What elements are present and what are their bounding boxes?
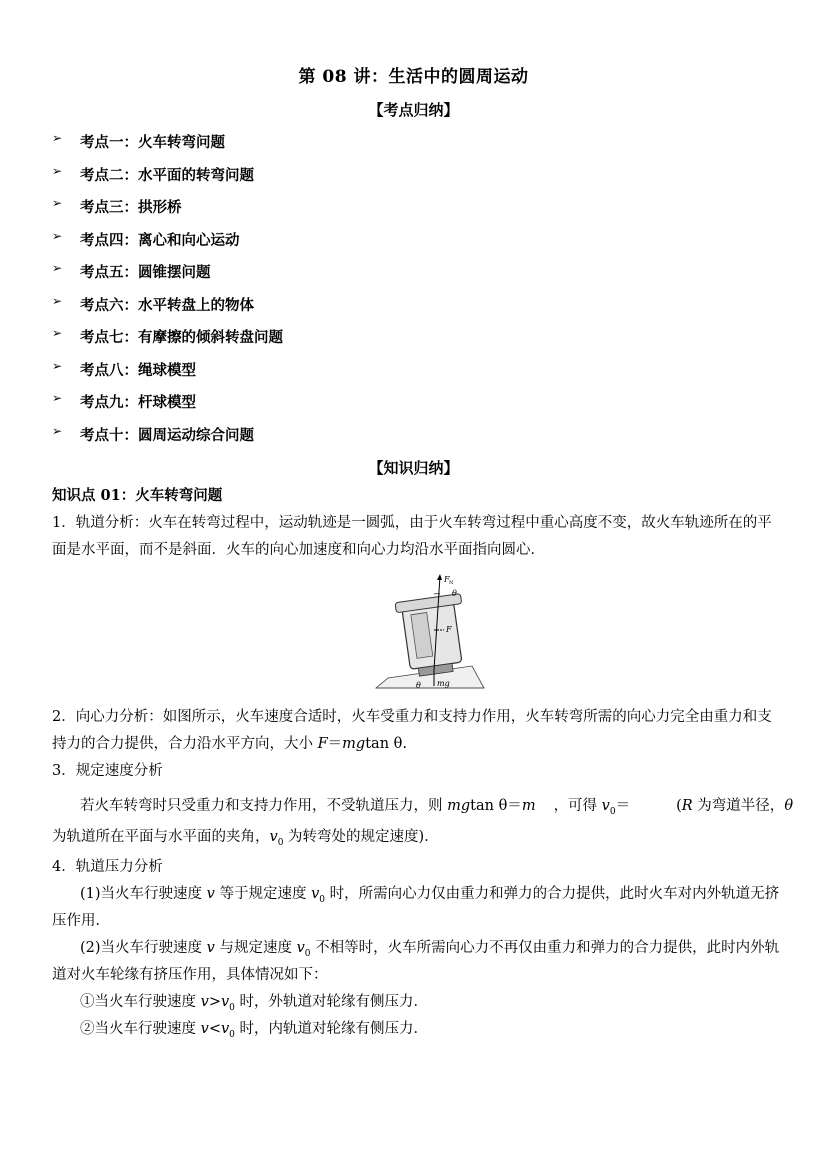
list-item bbox=[52, 131, 283, 164]
zhishi-header: 【知识归纳】 bbox=[368, 459, 459, 477]
list-item-text: 考点一：火车转弯问题 bbox=[80, 134, 225, 151]
list-item bbox=[52, 261, 283, 294]
arrow-bullet-icon: ➢ bbox=[52, 228, 63, 243]
arrow-bullet-icon: ➢ bbox=[52, 326, 63, 340]
fn-label: F bbox=[444, 575, 450, 584]
case-1-line-2: 压作用． bbox=[52, 913, 110, 929]
list-item-text: 考点三：拱形桥 bbox=[80, 199, 182, 216]
list-item-text: 考点六：水平转盘上的物体 bbox=[80, 296, 254, 314]
train-body bbox=[402, 603, 462, 670]
arrow-bullet-icon: ➢ bbox=[52, 358, 63, 373]
mg-label: mg bbox=[437, 679, 450, 688]
arrow-bullet-icon: ➢ bbox=[52, 163, 63, 178]
case-2-line-1: (2)当火车行驶速度 v 与规定速度 $v_0$ 不相等时，火车所需向心力不再仅由重力和弹力的合力提供，此时内外轨 bbox=[80, 940, 780, 959]
list-item bbox=[52, 424, 283, 457]
knowledge-point-title: 知识点 01：火车转弯问题 bbox=[52, 487, 223, 504]
normal-force-arrowhead bbox=[437, 574, 442, 580]
arrow-bullet-icon: ➢ bbox=[52, 391, 63, 405]
sub-case-2: ②当火车行驶速度 $v<v_0$ 时，内轨道对轮缘有侧压力． bbox=[80, 1021, 429, 1040]
paragraph-1-line-1: 1．轨道分析：火车在转弯过程中，运动轨迹是一圆弧，由于火车转弯过程中重心高度不变，故火车轨迹所在的平 bbox=[52, 515, 772, 531]
list-item-text: 考点八：绳球模型 bbox=[80, 361, 196, 379]
arrow-bullet-icon: ➢ bbox=[52, 293, 63, 308]
list-item-text: 考点二：水平面的转弯问题 bbox=[80, 166, 254, 184]
sub-case-1: ①当火车行驶速度 $v>v_0$ 时，外轨道对轮缘有侧压力． bbox=[80, 994, 429, 1013]
arrow-bullet-icon: ➢ bbox=[52, 261, 63, 275]
f-label: F bbox=[446, 625, 452, 634]
list-item bbox=[52, 359, 283, 392]
list-item bbox=[52, 164, 283, 197]
paragraph-3-line-1: 若火车转弯时只受重力和支持力作用，不受轨道压力，则 mgtan θ＝m ，可得 $v_0= (R$ 为弯道半径，θ bbox=[80, 798, 794, 817]
list-item-text: 考点四：离心和向心运动 bbox=[80, 231, 240, 249]
list-item-text: 考点五：圆锥摆问题 bbox=[80, 264, 211, 281]
arrow-bullet-icon: ➢ bbox=[52, 196, 63, 210]
list-item bbox=[52, 391, 283, 424]
list-item-text: 考点九：杆球模型 bbox=[80, 394, 196, 411]
list-item bbox=[52, 294, 283, 327]
list-item-text: 考点七：有摩擦的倾斜转盘问题 bbox=[80, 329, 283, 346]
arrow-bullet-icon: ➢ bbox=[52, 131, 63, 145]
paragraph-4-title: 4．轨道压力分析 bbox=[52, 859, 163, 875]
paragraph-2-line-1: 2．向心力分析：如图所示，火车速度合适时，火车受重力和支持力作用，火车转弯所需的向心力完全由重力和支 bbox=[52, 709, 772, 725]
list-item bbox=[52, 326, 283, 359]
list-item bbox=[52, 229, 283, 262]
list-item-text: 考点十：圆周运动综合问题 bbox=[80, 426, 254, 444]
paragraph-3-title: 3．规定速度分析 bbox=[52, 763, 163, 779]
arrow-bullet-icon: ➢ bbox=[52, 423, 63, 438]
list-item bbox=[52, 196, 283, 229]
theta-top-label: θ bbox=[452, 589, 457, 598]
paragraph-3-line-2: 为轨道所在平面与水平面的夹角，$v_0$ 为转弯处的规定速度)． bbox=[52, 829, 439, 848]
fn-sub-label: N bbox=[449, 580, 454, 586]
paragraph-2-line-2: 持力的合力提供，合力沿水平方向，大小 F＝mgtan θ. bbox=[52, 736, 407, 752]
theta-bottom-label: θ bbox=[416, 681, 421, 690]
paragraph-1-line-2: 面是水平面，而不是斜面．火车的向心加速度和向心力均沿水平面指向圆心． bbox=[52, 542, 545, 558]
kaodian-list bbox=[52, 131, 283, 456]
case-2-line-2: 道对火车轮缘有挤压作用，具体情况如下： bbox=[52, 967, 328, 983]
train-force-diagram bbox=[374, 570, 486, 694]
page-title: 第 08 讲：生活中的圆周运动 bbox=[298, 67, 529, 87]
kaodian-header: 【考点归纳】 bbox=[368, 101, 459, 119]
case-1-line-1: (1)当火车行驶速度 v 等于规定速度 $v_0$ 时，所需向心力仅由重力和弹力的合力提供，此时火车对内外轨道无挤 bbox=[80, 886, 780, 905]
